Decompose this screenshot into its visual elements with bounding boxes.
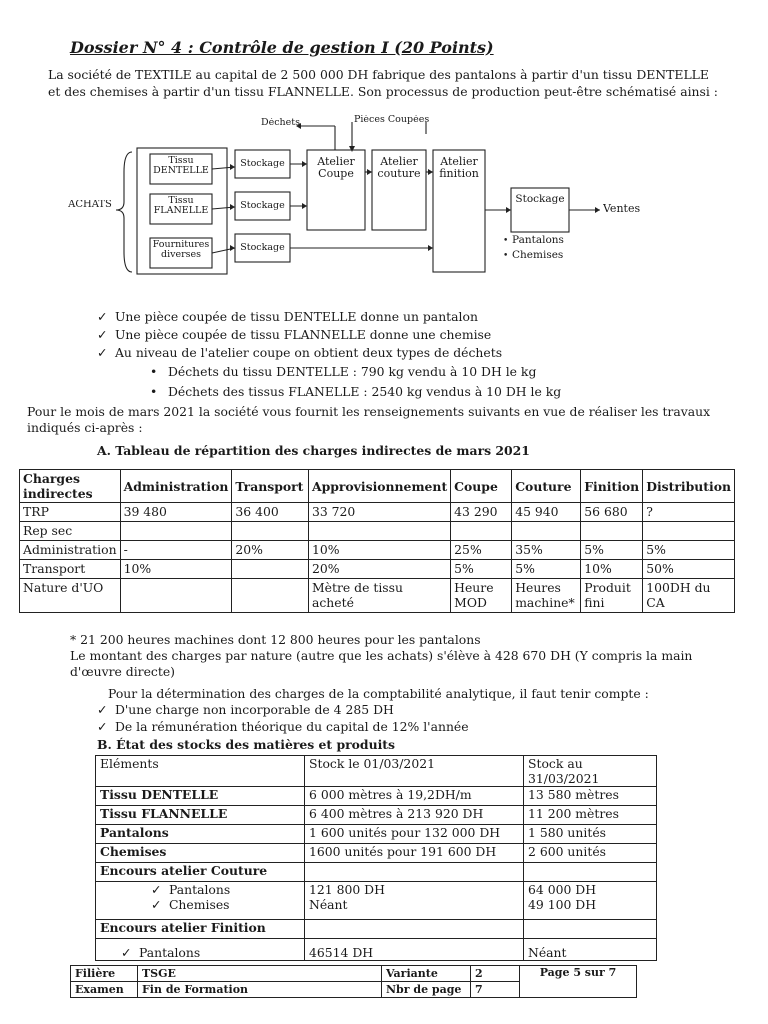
table-row: Tissu FLANNELLE 6 400 mètres à 213 920 DH 11 200 mètres — [96, 806, 657, 825]
table-row: Transport 10% 20% 5% 5% 10% 50% — [20, 560, 735, 579]
table-row: ✓ Pantalons ✓ Chemises 121 800 DH Néant 64 000 DH 49 100 DH — [96, 882, 657, 920]
check-icon: ✓ — [151, 882, 162, 897]
dechets-label: Déchets — [261, 118, 300, 128]
check-icon: ✓ — [97, 702, 108, 717]
check-icon: ✓ — [97, 327, 108, 342]
table-row: Pantalons 1 600 unités pour 132 000 DH 1 580 unités — [96, 825, 657, 844]
section-a-heading: A. Tableau de répartition des charges indirectes de mars 2021 — [97, 443, 530, 458]
check-icon: ✓ — [97, 719, 108, 734]
table-row: Tissu DENTELLE 6 000 mètres à 19,2DH/m 13 580 mètres — [96, 787, 657, 806]
source-label-fournitures: Fournitures diverses — [152, 240, 210, 260]
header-cell: Couture — [512, 470, 581, 503]
production-diagram — [60, 112, 700, 292]
check-icon: ✓ — [97, 345, 108, 360]
ventes-label: Ventes — [603, 204, 641, 215]
stockage-final-label: Stockage — [515, 194, 565, 205]
atelier-coupe-label: Atelier Coupe — [317, 156, 355, 180]
table-row: Rep sec — [20, 522, 735, 541]
note-line-4: Pour la détermination des charges de la comptabilité analytique, il faut tenir compte : — [108, 686, 649, 701]
header-cell: Finition — [581, 470, 643, 503]
note-line-2: Le montant des charges par nature (autre que les achats) s'élève à 428 670 DH (Y compris la main — [70, 648, 693, 663]
header-cell: Coupe — [451, 470, 512, 503]
svg-text:•: • — [503, 251, 509, 261]
header-cell: Charges indirectes — [20, 470, 121, 503]
stockage-label-1: Stockage — [240, 159, 285, 169]
table-row: Encours atelier Finition — [96, 920, 657, 939]
check-icon: ✓ — [97, 309, 108, 324]
bullet-item: • Déchets des tissus FLANELLE : 2540 kg vendus à 10 DH le kg — [150, 384, 562, 399]
check-item: ✓ De la rémunération théorique du capital de 12% l'année — [97, 719, 469, 734]
atelier-finition-label: Atelier finition — [439, 156, 479, 180]
stockage-label-3: Stockage — [240, 243, 285, 253]
stocks-table — [95, 755, 657, 961]
note-line-3: d'œuvre directe) — [70, 664, 175, 679]
bullet-icon: • — [150, 384, 158, 399]
para2-line-1: Pour le mois de mars 2021 la société vous fournit les renseignements suivants en vue de réaliser les travaux — [27, 404, 711, 419]
intro-line-2: et des chemises à partir d'un tissu FLANNELLE. Son processus de production peut-être schématisé ainsi : — [48, 84, 718, 99]
table-header-row: Eléments Stock le 01/03/2021 Stock au 31/03/2021 — [96, 756, 657, 787]
header-cell: Approvisionnement — [308, 470, 450, 503]
check-item: ✓ Une pièce coupée de tissu DENTELLE donne un pantalon — [97, 309, 478, 324]
section-b-heading: B. État des stocks des matières et produits — [97, 737, 395, 752]
source-label-dentelle: Tissu DENTELLE — [153, 156, 209, 176]
header-cell: Distribution — [643, 470, 735, 503]
svg-text:•: • — [503, 236, 509, 246]
table-row: Nature d'UO Mètre de tissu acheté Heure MOD Heures machine* Produit fini 100DH du CA — [20, 579, 735, 613]
para2-line-2: indiqués ci-après : — [27, 420, 143, 435]
note-line-1: * 21 200 heures machines dont 12 800 heures pour les pantalons — [70, 632, 481, 647]
table-row: ✓ Pantalons 46514 DH Néant — [96, 939, 657, 961]
table-row: Chemises 1600 unités pour 191 600 DH 2 600 unités — [96, 844, 657, 863]
check-icon: ✓ — [151, 897, 162, 912]
header-cell: Transport — [232, 470, 309, 503]
source-label-flanelle: Tissu FLANELLE — [153, 196, 209, 216]
stockage-label-2: Stockage — [240, 201, 285, 211]
table-row: TRP 39 480 36 400 33 720 43 290 45 940 56 680 ? — [20, 503, 735, 522]
header-cell: Administration — [120, 470, 232, 503]
intro-line-1: La société de TEXTILE au capital de 2 500 000 DH fabrique des pantalons à partir d'un tissu DENTELLE — [48, 67, 709, 82]
table-row: Encours atelier Couture — [96, 863, 657, 882]
achats-label: ACHATS — [68, 200, 112, 210]
produit-label-pantalons: Pantalons — [512, 235, 564, 246]
check-item: ✓ Au niveau de l'atelier coupe on obtient deux types de déchets — [97, 345, 503, 360]
bullet-icon: • — [150, 364, 158, 379]
check-item: ✓ D'une charge non incorporable de 4 285 DH — [97, 702, 394, 717]
atelier-couture-label: Atelier couture — [377, 156, 421, 180]
produit-label-chemises: Chemises — [512, 250, 564, 261]
bullet-item: • Déchets du tissu DENTELLE : 790 kg vendu à 10 DH le kg — [150, 364, 537, 379]
pieces-coupees-label: Pièces Coupées — [354, 115, 430, 125]
check-icon: ✓ — [121, 945, 132, 960]
table-row: Administration - 20% 10% 25% 35% 5% 5% — [20, 541, 735, 560]
footer-table: Filière TSGE Variante 2 Page 5 sur 7 Examen Fin de Formation Nbr de page 7 — [70, 965, 637, 998]
check-item: ✓ Une pièce coupée de tissu FLANNELLE donne une chemise — [97, 327, 492, 342]
charges-indirectes-table — [19, 469, 735, 613]
page-title: Dossier N° 4 : Contrôle de gestion I (20 Points) — [70, 38, 494, 57]
page-number: Page 5 sur 7 — [520, 966, 637, 998]
